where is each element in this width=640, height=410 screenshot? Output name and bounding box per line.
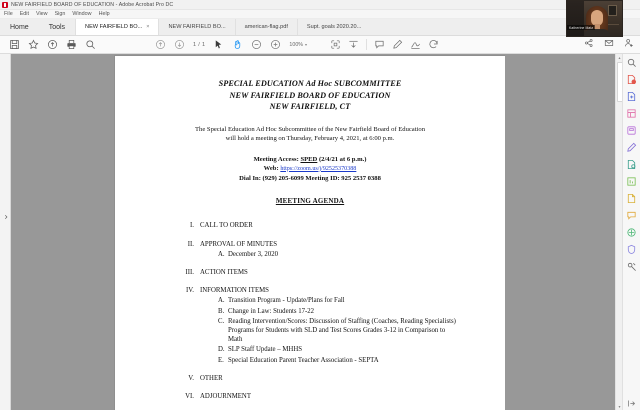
agenda-subitem-text: Change in Law: Students 17-22	[228, 307, 315, 315]
share-document-icon[interactable]	[584, 38, 594, 48]
expand-navigation-icon[interactable]	[3, 214, 9, 220]
compress-pdf-icon[interactable]	[626, 193, 637, 204]
agenda-subitem-letter: E.	[218, 356, 224, 364]
agenda-item-2-text: APPROVAL OF MINUTES	[200, 240, 278, 248]
agenda-item-5-numeral: V.	[188, 374, 194, 382]
agenda-item-3-numeral: III.	[185, 269, 194, 276]
document-title-line-3: NEW FAIRFIELD, CT	[269, 102, 351, 111]
menu-item-file[interactable]: File	[4, 11, 13, 17]
agenda-item-6-text: ADJOURNMENT	[200, 393, 251, 401]
menu-item-sign[interactable]: Sign	[54, 11, 66, 17]
upload-cloud-icon[interactable]	[47, 39, 58, 50]
zoom-level-selector[interactable]	[289, 42, 307, 48]
agenda-item-1-text: CALL TO ORDER	[200, 222, 253, 230]
agenda-subitem-text: Transition Program - Update/Plans for Fall	[228, 297, 345, 305]
agenda-item-5	[183, 374, 475, 383]
agenda-list	[145, 221, 475, 401]
agenda-item-4-sublist	[200, 296, 475, 364]
fit-width-icon[interactable]	[348, 39, 359, 50]
select-cursor-icon[interactable]	[213, 39, 224, 50]
scroll-down-arrow[interactable]: ▾	[618, 404, 621, 409]
tab-bar	[0, 19, 640, 36]
document-content	[115, 56, 505, 401]
agenda-item-3-text: ACTION ITEMS	[200, 269, 248, 276]
protect-icon[interactable]	[626, 159, 637, 170]
zoom-in-icon[interactable]	[270, 39, 281, 50]
agenda-subitem-letter: C.	[218, 317, 225, 325]
meeting-web-line	[145, 164, 475, 174]
meeting-access-label: Meeting Access:	[253, 155, 299, 163]
agenda-subitem	[218, 317, 475, 345]
document-tab-2[interactable]	[158, 19, 234, 35]
acrobat-icon	[2, 2, 8, 8]
window-title: NEW FAIRFIELD BOARD OF EDUCATION - Adobe Acrobat Pro DC	[11, 1, 174, 8]
fill-and-sign-icon[interactable]	[626, 142, 637, 153]
zoom-level-value: 100%	[289, 41, 303, 48]
meeting-access-time: (2/4/21 at 6 p.m.)	[318, 155, 367, 163]
meeting-web-label: Web:	[263, 164, 279, 172]
menu-item-view[interactable]: View	[35, 11, 48, 17]
toolbar-center-group	[155, 39, 307, 50]
print-icon[interactable]	[66, 39, 77, 50]
pdf-page[interactable]	[115, 56, 505, 410]
document-title-line-1: SPECIAL EDUCATION Ad Hoc SUBCOMMITTEE	[218, 79, 402, 88]
meeting-dial-in-line: Dial In: (929) 205-6099 Meeting ID: 925 2537 0388	[239, 175, 381, 183]
navigation-panel[interactable]	[0, 54, 11, 410]
email-icon[interactable]	[604, 38, 614, 48]
agenda-item-4-numeral: IV.	[186, 287, 194, 295]
tab-tools[interactable]: Tools	[48, 23, 66, 31]
tab-home[interactable]: Home	[10, 23, 29, 31]
document-tab-1[interactable]	[75, 19, 158, 35]
sign-icon[interactable]	[410, 39, 421, 50]
agenda-item-1	[183, 221, 475, 230]
menu-bar	[0, 10, 640, 19]
meeting-access-block	[145, 155, 475, 184]
rotate-icon[interactable]	[428, 39, 439, 50]
agenda-item-3	[183, 268, 475, 277]
toolbar-left-group	[0, 39, 96, 50]
zoom-out-icon[interactable]	[251, 39, 262, 50]
agenda-subitem	[218, 345, 475, 354]
agenda-subitem-text: SLP Staff Update – MHHS	[228, 346, 303, 354]
agenda-subitem	[218, 250, 475, 259]
document-tab-4-label: Supt. goals 2020.20...	[306, 24, 362, 30]
participant-shoulders	[584, 29, 610, 36]
video-call-overlay[interactable]	[566, 0, 623, 37]
agenda-subitem	[218, 307, 475, 316]
search-icon[interactable]	[85, 39, 96, 50]
highlight-pen-icon[interactable]	[392, 39, 403, 50]
organize-pages-icon[interactable]	[626, 176, 637, 187]
agenda-subitem-text: December 3, 2020	[228, 250, 279, 258]
agenda-item-2-sublist	[200, 250, 475, 259]
save-icon[interactable]	[9, 39, 20, 50]
agenda-heading: MEETING AGENDA	[275, 197, 345, 206]
hand-tool-icon[interactable]	[232, 39, 243, 50]
title-bar	[0, 0, 640, 10]
next-page-icon[interactable]	[174, 39, 185, 50]
tools-rail	[622, 54, 640, 410]
search-tool-icon[interactable]	[626, 57, 637, 68]
meeting-access-line	[145, 155, 475, 164]
participant-name-label: Katherine Matz	[569, 25, 594, 30]
edit-pdf-icon[interactable]	[626, 108, 637, 119]
page-gutter-right	[505, 54, 622, 410]
menu-item-edit[interactable]: Edit	[19, 11, 29, 17]
agenda-item-6	[183, 392, 475, 401]
comment-tool-icon[interactable]	[626, 210, 637, 221]
agenda-subitem-letter: B.	[218, 307, 225, 315]
video-wall-left	[567, 1, 584, 36]
agenda-item-5-text: OTHER	[200, 374, 223, 382]
zoom-meeting-link[interactable]: https://zoom.us/j/92525370388	[280, 165, 357, 172]
previous-page-icon[interactable]	[155, 39, 166, 50]
create-pdf-icon[interactable]	[626, 91, 637, 102]
collapse-panel-icon[interactable]	[627, 395, 636, 404]
document-tab-3-label: american-flag.pdf	[244, 24, 288, 30]
agenda-item-6-numeral: VI.	[185, 393, 194, 401]
vertical-scrollbar[interactable]	[615, 54, 622, 410]
share-toolbar	[584, 38, 634, 48]
agenda-subitem-letter: D.	[218, 346, 225, 354]
document-tab-4[interactable]	[297, 19, 370, 35]
page-current: 1	[193, 41, 197, 48]
agenda-subitem	[218, 296, 475, 305]
fit-page-icon[interactable]	[330, 39, 341, 50]
page-gutter-left	[11, 54, 115, 410]
document-title	[145, 78, 475, 113]
menu-item-window[interactable]: Window	[72, 11, 92, 17]
agenda-item-2-body	[200, 240, 475, 259]
intro-line-1: The Special Education Ad Hoc Subcommittee of the New Fairfield Board of Education	[195, 125, 425, 133]
scroll-up-arrow[interactable]: ▴	[618, 55, 621, 60]
agenda-subitem-text: Reading Intervention/Scores: Discussion of Staffing (Coaches, Reading Specialists) Programs for Students with SLD and Test Scores Grades 3-12 in Comparison to Math	[228, 317, 456, 344]
document-title-line-2: NEW FAIRFIELD BOARD OF EDUCATION	[229, 90, 391, 100]
agenda-subitem-text: Special Education Parent Teacher Association - SEPTA	[228, 356, 379, 364]
video-picture-frame	[608, 5, 617, 16]
meeting-access-value: SPED	[300, 155, 318, 163]
document-intro-paragraph	[145, 125, 475, 144]
shield-protect-icon[interactable]	[626, 244, 637, 255]
agenda-subitem	[218, 356, 475, 365]
more-tools-icon[interactable]	[626, 261, 637, 272]
add-user-icon[interactable]	[624, 38, 634, 48]
chevron-down-icon: ▾	[304, 42, 307, 47]
redact-icon[interactable]	[626, 227, 637, 238]
document-tab-1-label: NEW FAIRFIELD BO...	[85, 24, 143, 30]
comment-icon[interactable]	[374, 39, 385, 50]
combine-files-icon[interactable]	[626, 125, 637, 136]
document-tab-2-label: NEW FAIRFIELD BO...	[168, 24, 226, 30]
agenda-item-2	[183, 240, 475, 259]
toolbar-divider	[366, 39, 367, 50]
agenda-item-4	[183, 286, 475, 365]
close-icon[interactable]: ×	[146, 24, 150, 30]
main-toolbar	[0, 36, 640, 54]
export-pdf-icon[interactable]	[626, 74, 637, 85]
star-icon[interactable]	[28, 39, 39, 50]
agenda-subitem-letter: A.	[218, 297, 225, 305]
agenda-subitem-letter: A.	[218, 250, 225, 258]
page-total: 1	[202, 41, 206, 48]
page-indicator[interactable]	[193, 42, 205, 48]
agenda-item-4-body	[200, 286, 475, 365]
agenda-item-2-numeral: II.	[187, 240, 194, 248]
toolbar-right-group	[330, 39, 439, 50]
intro-line-2: will hold a meeting on Thursday, February 4, 2021, at 6:00 p.m.	[225, 135, 395, 142]
document-tab-3[interactable]	[235, 19, 297, 35]
menu-item-help[interactable]: Help	[98, 11, 110, 17]
agenda-item-4-text: INFORMATION ITEMS	[200, 287, 269, 295]
agenda-item-1-numeral: I.	[190, 222, 194, 230]
document-workspace	[0, 54, 640, 410]
page-separator: /	[198, 41, 201, 48]
